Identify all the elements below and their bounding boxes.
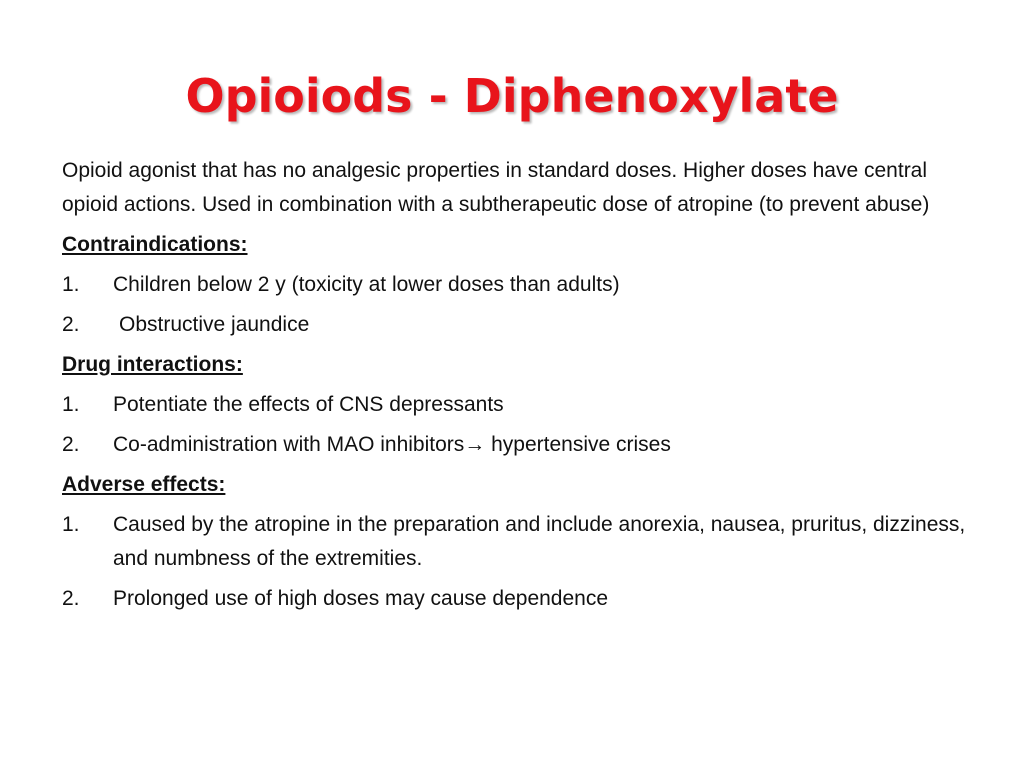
list-number: 2.: [62, 587, 80, 610]
list-item: [62, 582, 972, 616]
list-item: [62, 268, 972, 302]
list-number: 1.: [62, 393, 80, 416]
list-text: Co-administration with MAO inhibitors→ hypertensive crises: [113, 433, 671, 456]
list-text: Obstructive jaundice: [119, 313, 310, 336]
intro-paragraph: Opioid agonist that has no analgesic properties in standard doses. Higher doses have central opioid actions. Used in combination with a subtherapeutic dose of atropine (to prevent abuse): [62, 159, 930, 216]
list-number: 2.: [62, 433, 80, 456]
list-number: 2.: [62, 313, 80, 336]
list-item: [62, 388, 972, 422]
slide-body: [62, 154, 972, 622]
list-number: 1.: [62, 513, 80, 536]
slide-title: Opioiods - Diphenoxylate: [185, 69, 839, 123]
list-text: Potentiate the effects of CNS depressants: [113, 393, 504, 416]
list-text: Prolonged use of high doses may cause dependence: [113, 587, 609, 610]
drug-interactions-heading: Drug interactions:: [62, 353, 243, 376]
list-item: [62, 508, 972, 576]
list-item: [62, 428, 972, 462]
list-item: [62, 308, 972, 342]
list-text: Children below 2 y (toxicity at lower doses than adults): [113, 273, 620, 296]
list-number: 1.: [62, 273, 80, 296]
contraindications-heading: Contraindications:: [62, 233, 248, 256]
adverse-effects-heading: Adverse effects:: [62, 473, 226, 496]
list-text: Caused by the atropine in the preparation and include anorexia, nausea, pruritus, dizziness, and numbness of the extremities.: [113, 513, 966, 570]
